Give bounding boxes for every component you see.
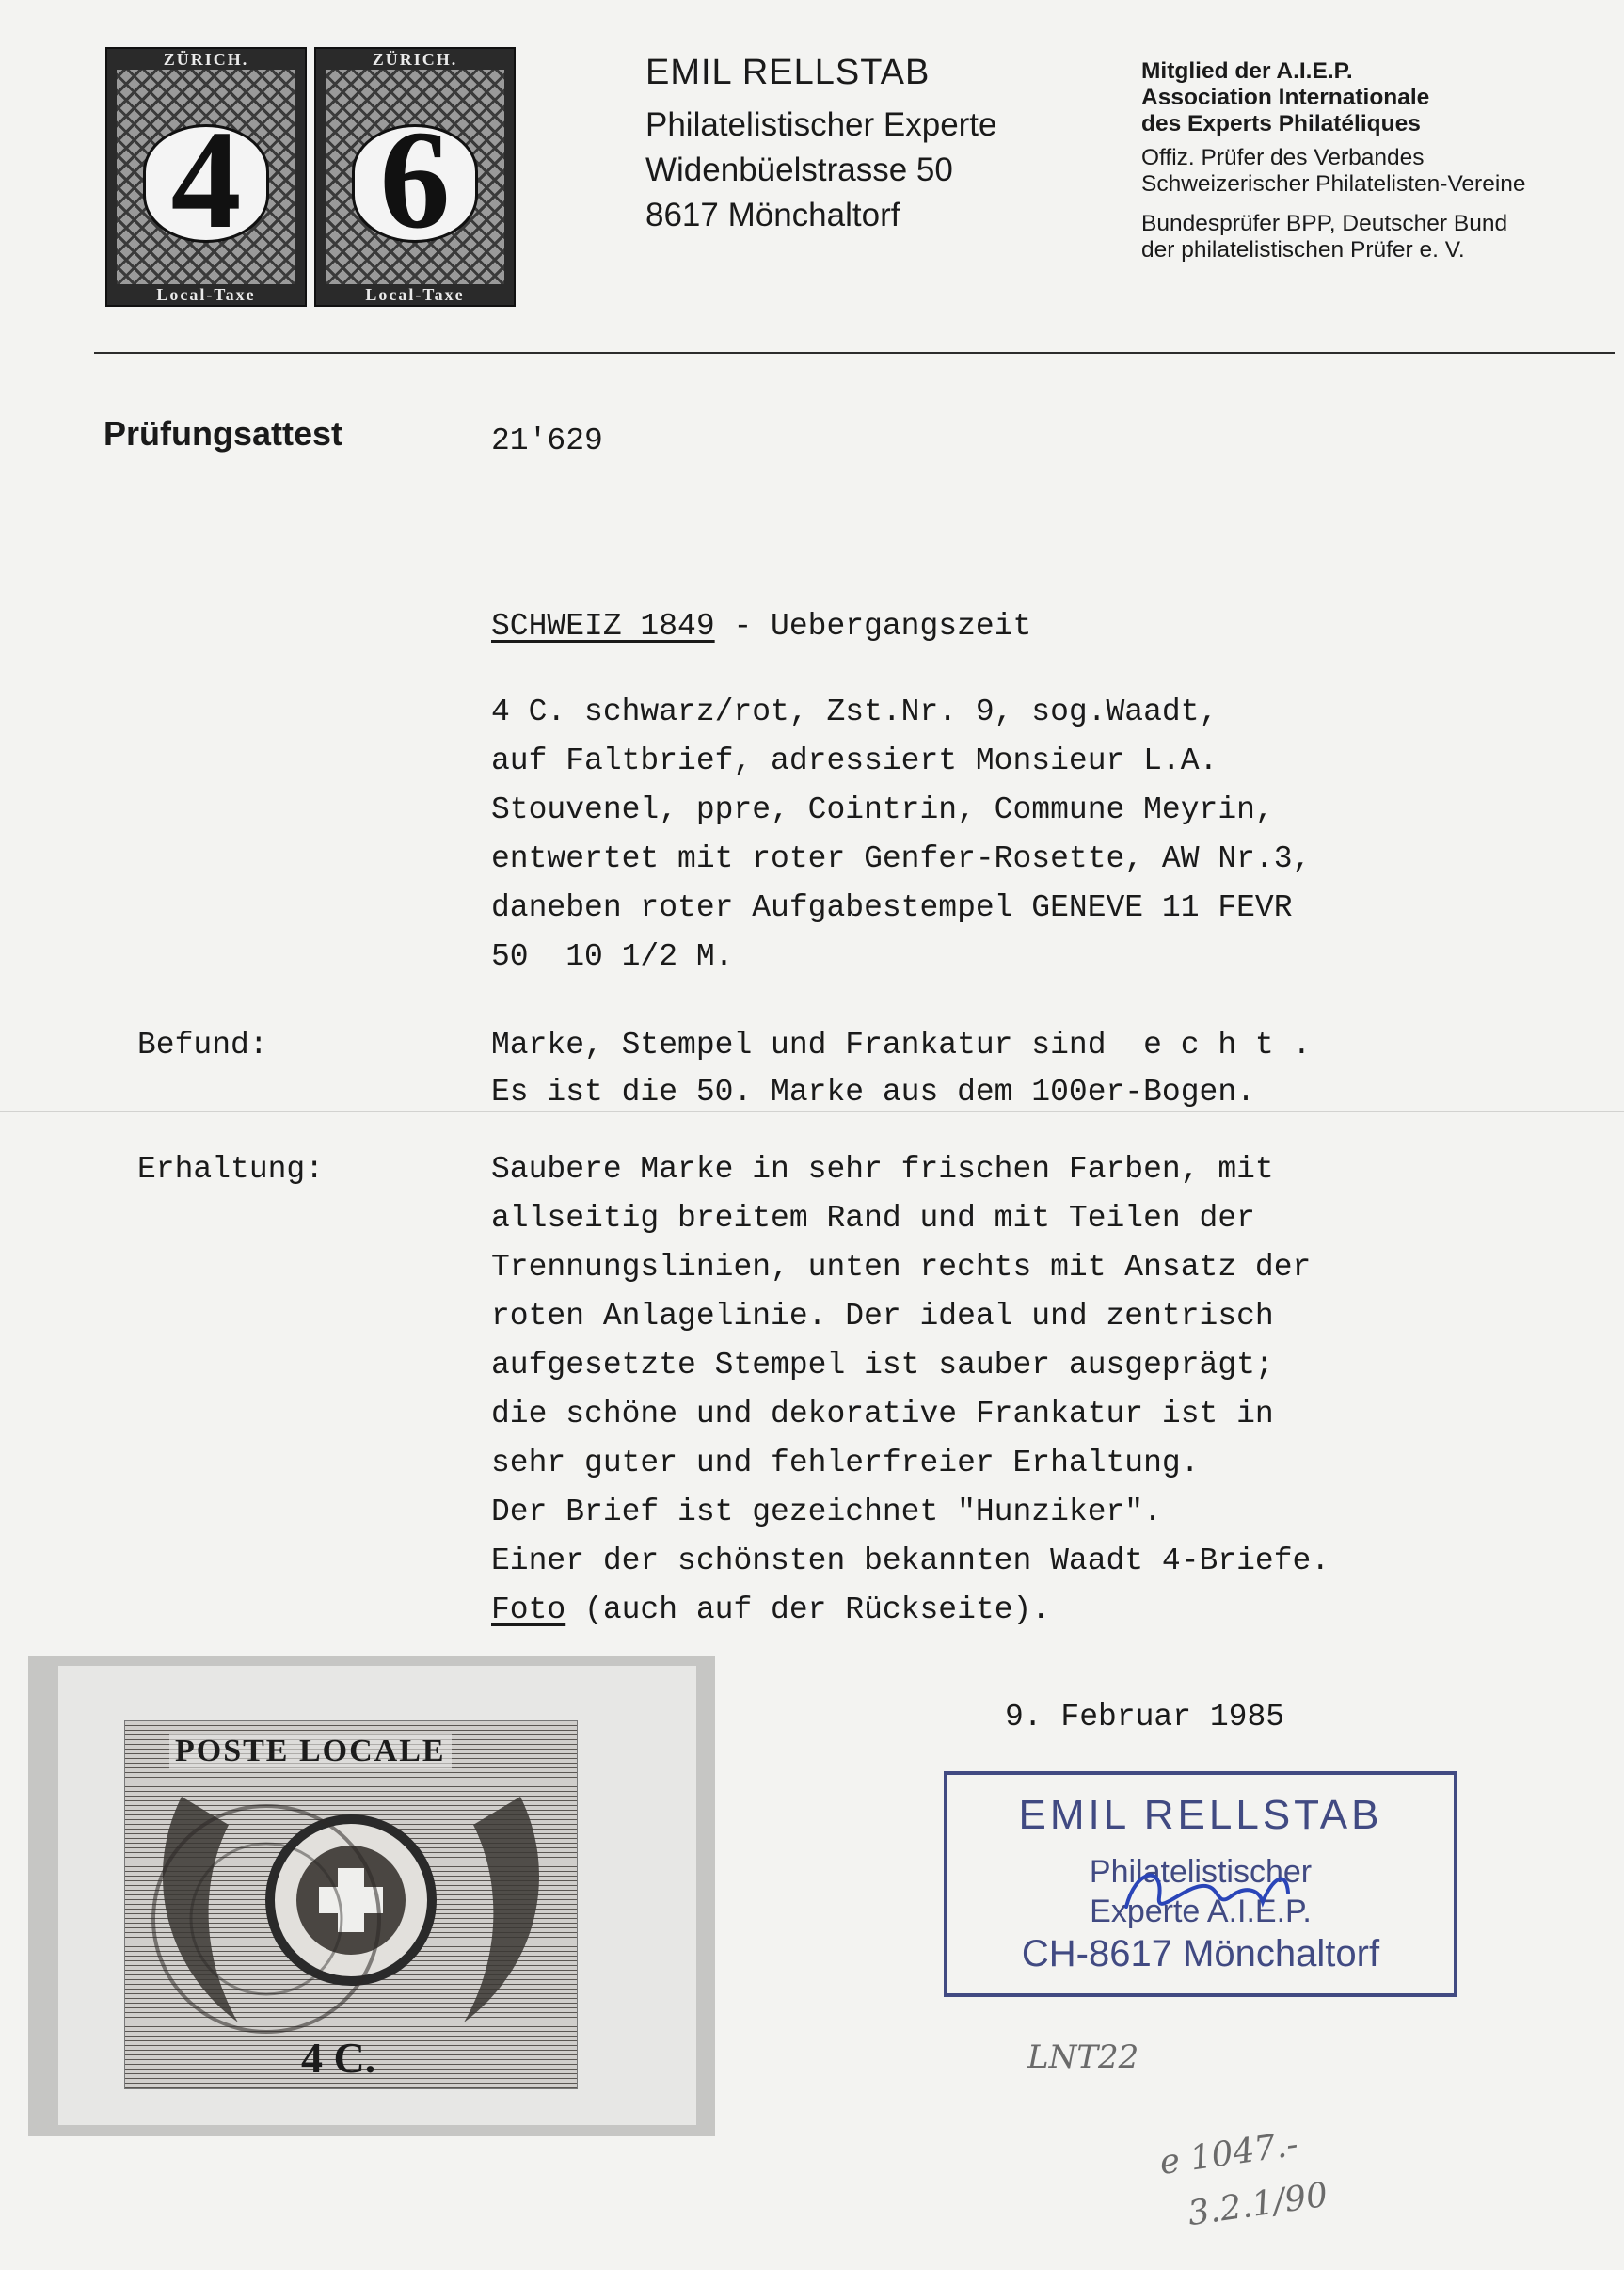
erhaltung-line: sehr guter und fehlerfreier Erhaltung. bbox=[491, 1446, 1200, 1480]
foto-line bbox=[491, 1592, 1050, 1628]
membership-line-1: Mitglied der A.I.E.P. bbox=[1141, 58, 1353, 84]
description-line: 4 C. schwarz/rot, Zst.Nr. 9, sog.Waadt, bbox=[491, 695, 1218, 729]
befund-line: Marke, Stempel und Frankatur sind e c h t . bbox=[491, 1028, 1312, 1063]
accreditation-line-4: der philatelistischen Prüfer e. V. bbox=[1141, 237, 1465, 263]
subject-country-year: SCHWEIZ 1849 bbox=[491, 609, 715, 644]
befund-line: Es ist die 50. Marke aus dem 100er-Bogen. bbox=[491, 1075, 1255, 1110]
subject-period: - Uebergangszeit bbox=[714, 609, 1032, 644]
stamp-top-label: ZÜRICH. bbox=[372, 50, 458, 69]
erhaltung-line: Einer der schönsten bekannten Waadt 4-Briefe. bbox=[491, 1543, 1330, 1578]
accreditation-line-1: Offiz. Prüfer des Verbandes bbox=[1141, 145, 1425, 170]
zurich-6-stamp-image bbox=[314, 47, 516, 307]
erhaltung-line: die schöne und dekorative Frankatur ist in bbox=[491, 1397, 1274, 1431]
pencil-price: e 1047.- bbox=[1156, 2124, 1301, 2183]
signature-scribble bbox=[947, 1775, 1454, 1993]
stamp-bottom-label: Local-Taxe bbox=[365, 285, 465, 304]
description-line: Stouvenel, ppre, Cointrin, Commune Meyrin, bbox=[491, 792, 1274, 827]
description-line: daneben roter Aufgabestempel GENEVE 11 FEVR bbox=[491, 890, 1293, 925]
erhaltung-line: Der Brief ist gezeichnet "Hunziker". bbox=[491, 1495, 1162, 1529]
rubber-stamp-association: Experte A.I.E.P. bbox=[1090, 1894, 1312, 1929]
stamp-inscription: POSTE LOCALE bbox=[169, 1734, 452, 1769]
ornament-right bbox=[464, 1797, 539, 2022]
zurich-4-stamp-image bbox=[105, 47, 307, 307]
description-line: auf Faltbrief, adressiert Monsieur L.A. bbox=[491, 743, 1218, 778]
expert-title: Philatelistischer Experte bbox=[645, 106, 997, 143]
membership-line-2: Association Internationale bbox=[1141, 85, 1430, 110]
stamp-top-label: ZÜRICH. bbox=[163, 50, 249, 69]
description-line: entwertet mit roter Genfer-Rosette, AW Nr.3, bbox=[491, 841, 1312, 876]
foto-word: Foto bbox=[491, 1592, 566, 1627]
erhaltung-line: Trennungslinien, unten rechts mit Ansatz der bbox=[491, 1250, 1312, 1285]
certificate-number: 21'629 bbox=[491, 424, 603, 458]
rubber-stamp-title: Philatelistischer bbox=[1089, 1854, 1313, 1890]
paper-fold bbox=[0, 1111, 1624, 1112]
pencil-date: 3.2.1/90 bbox=[1185, 2175, 1330, 2234]
stamp-digit: 4 bbox=[143, 124, 269, 243]
stamp-bottom-label: Local-Taxe bbox=[156, 285, 256, 304]
description-line: 50 10 1/2 M. bbox=[491, 939, 734, 974]
erhaltung-line: aufgesetzte Stempel ist sauber ausgeprägt; bbox=[491, 1348, 1274, 1383]
expert-rubber-stamp bbox=[944, 1771, 1457, 1997]
expert-name: EMIL RELLSTAB bbox=[645, 53, 931, 92]
rubber-stamp-name: EMIL RELLSTAB bbox=[1018, 1792, 1383, 1838]
membership-line-3: des Experts Philatéliques bbox=[1141, 111, 1421, 136]
accreditation-line-2: Schweizerischer Philatelisten-Vereine bbox=[1141, 171, 1526, 197]
erhaltung-line: allseitig breitem Rand und mit Teilen der bbox=[491, 1201, 1255, 1236]
stamp-value: 4 C. bbox=[301, 2034, 376, 2082]
accreditation-line-3: Bundesprüfer BPP, Deutscher Bund bbox=[1141, 211, 1508, 236]
ornament-left bbox=[163, 1797, 238, 2022]
rubber-stamp-address: CH-8617 Mönchaltorf bbox=[1021, 1933, 1380, 1974]
stamp-digit: 6 bbox=[352, 124, 478, 243]
erhaltung-line: roten Anlagelinie. Der ideal und zentrisch bbox=[491, 1299, 1274, 1334]
expert-city: 8617 Mönchaltorf bbox=[645, 197, 900, 233]
header-divider bbox=[94, 352, 1615, 354]
swiss-cross-horizontal bbox=[319, 1887, 383, 1913]
erhaltung-label: Erhaltung: bbox=[137, 1152, 325, 1187]
certificate-date: 9. Februar 1985 bbox=[1005, 1700, 1285, 1734]
pencil-code: LNT22 bbox=[1027, 2038, 1139, 2076]
certificate-label: Prüfungsattest bbox=[103, 414, 343, 453]
subject-line bbox=[491, 609, 1031, 645]
befund-label: Befund: bbox=[137, 1028, 268, 1063]
expert-street: Widenbüelstrasse 50 bbox=[645, 152, 953, 188]
foto-note: (auch auf der Rückseite). bbox=[565, 1592, 1051, 1627]
erhaltung-line: Saubere Marke in sehr frischen Farben, mit bbox=[491, 1152, 1274, 1187]
